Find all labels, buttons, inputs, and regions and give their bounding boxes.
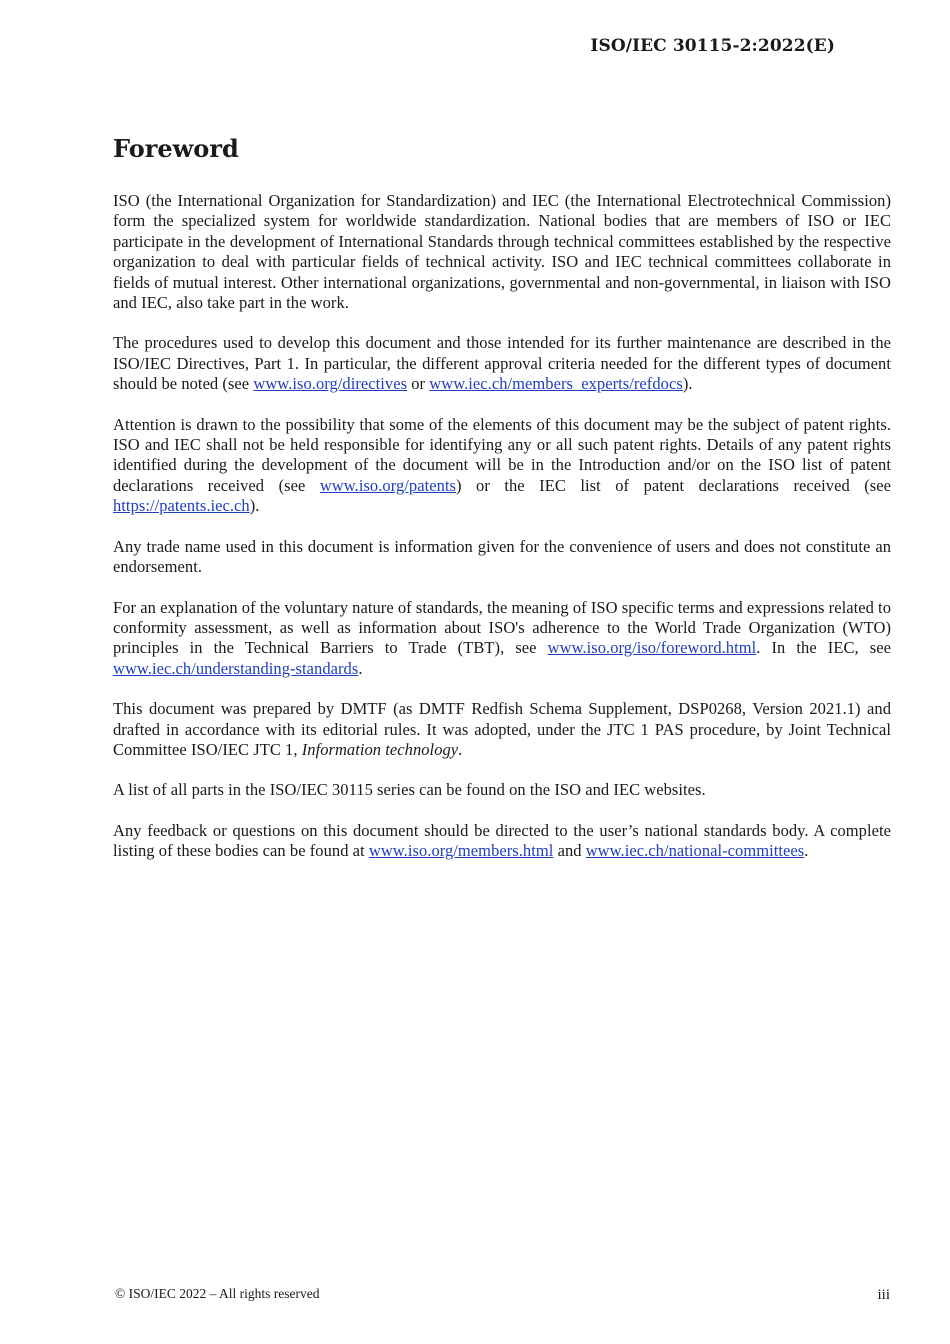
page-number: iii — [877, 1287, 890, 1303]
paragraph-text: The procedures used to develop this document and those intended for its further maintenance are described in the ISO/IEC Directives, Part 1. In particular, the different approval criteria needed for the different types of document should be noted (see — [113, 333, 891, 394]
paragraph-text: . In the IEC, see — [756, 638, 891, 658]
paragraph-series-list: A list of all parts in the ISO/IEC 30115 series can be found on the ISO and IEC websites. — [113, 780, 706, 800]
paragraph-text: For an explanation of the voluntary nature of standards, the meaning of ISO specific terms and expressions related to conformity assessment, as well as information about ISO's adherence to the World Trade Organization (WTO) principles in the Technical Barriers to Trade (TBT), see — [113, 597, 891, 658]
link-iso-patents[interactable]: www.iso.org/patents — [319, 475, 456, 495]
paragraph-text: This document was prepared by DMTF (as DMTF Redfish Schema Supplement, DSP0268, Version 2021.1) and drafted in accordance with its editorial rules. It was adopted, under the JTC 1 PAS procedure, by Joint Technical Committee ISO/IEC JTC 1, — [113, 699, 891, 759]
paragraph-trade-name: Any trade name used in this document is information given for the convenience of users and does not constitute an endorsement. — [113, 536, 891, 577]
paragraph-feedback — [113, 821, 891, 862]
page-title: Foreword — [113, 134, 239, 163]
paragraph-text: ). — [249, 496, 260, 516]
link-iec-refdocs[interactable]: www.iec.ch/members_experts/refdocs — [429, 374, 683, 394]
paragraph-prepared-by — [113, 699, 891, 760]
committee-name: Information technology — [301, 739, 459, 759]
link-iso-members[interactable]: www.iso.org/members.html — [368, 841, 554, 861]
paragraph-text: and — [553, 841, 586, 861]
link-iec-patents[interactable]: https://patents.iec.ch — [113, 496, 250, 516]
paragraph-text: Any feedback or questions on this document should be directed to the user’s national standards body. A complete listing of these bodies can be found at — [113, 820, 891, 861]
document-identifier: ISO/IEC 30115-2:2022(E) — [590, 36, 835, 56]
link-iec-national-committees[interactable]: www.iec.ch/national-committees — [585, 841, 805, 861]
paragraph-patents — [113, 415, 891, 517]
foreword-body — [113, 191, 891, 882]
paragraph-text: Attention is drawn to the possibility that some of the elements of this document may be the subject of patent rights. ISO and IEC shall not be held responsible for identifying any or all such patent rights. Details of any patent rights identified during the development of the document will be in the Introduction and/or on the ISO list of patent declarations received (see — [113, 414, 891, 495]
paragraph-iso-iec-intro: ISO (the International Organization for Standardization) and IEC (the International Electrotechnical Commission) form the specialized system for worldwide standardization. National bodies that are members of ISO or IEC participate in the development of International Standards through technical committees established by the respective organization to deal with particular fields of technical activity. ISO and IEC technical committees collaborate in fields of mutual interest. Other international organizations, governmental and non-governmental, in liaison with ISO and IEC, also take part in the work. — [113, 191, 891, 313]
paragraph-text: ) or the IEC list of patent declarations received (see — [455, 475, 892, 495]
paragraph-procedures — [113, 333, 891, 394]
link-iec-understanding-standards[interactable]: www.iec.ch/understanding-standards — [113, 658, 359, 678]
paragraph-text: . — [804, 841, 809, 861]
paragraph-text: or — [407, 374, 430, 394]
paragraph-text: . — [458, 739, 463, 759]
paragraph-text: . — [358, 658, 363, 678]
paragraph-voluntary-nature — [113, 598, 891, 680]
paragraph-text: ). — [682, 374, 693, 394]
link-iso-foreword[interactable]: www.iso.org/iso/foreword.html — [547, 638, 757, 658]
copyright-notice: © ISO/IEC 2022 – All rights reserved — [115, 1286, 320, 1301]
link-iso-directives[interactable]: www.iso.org/directives — [253, 374, 408, 394]
